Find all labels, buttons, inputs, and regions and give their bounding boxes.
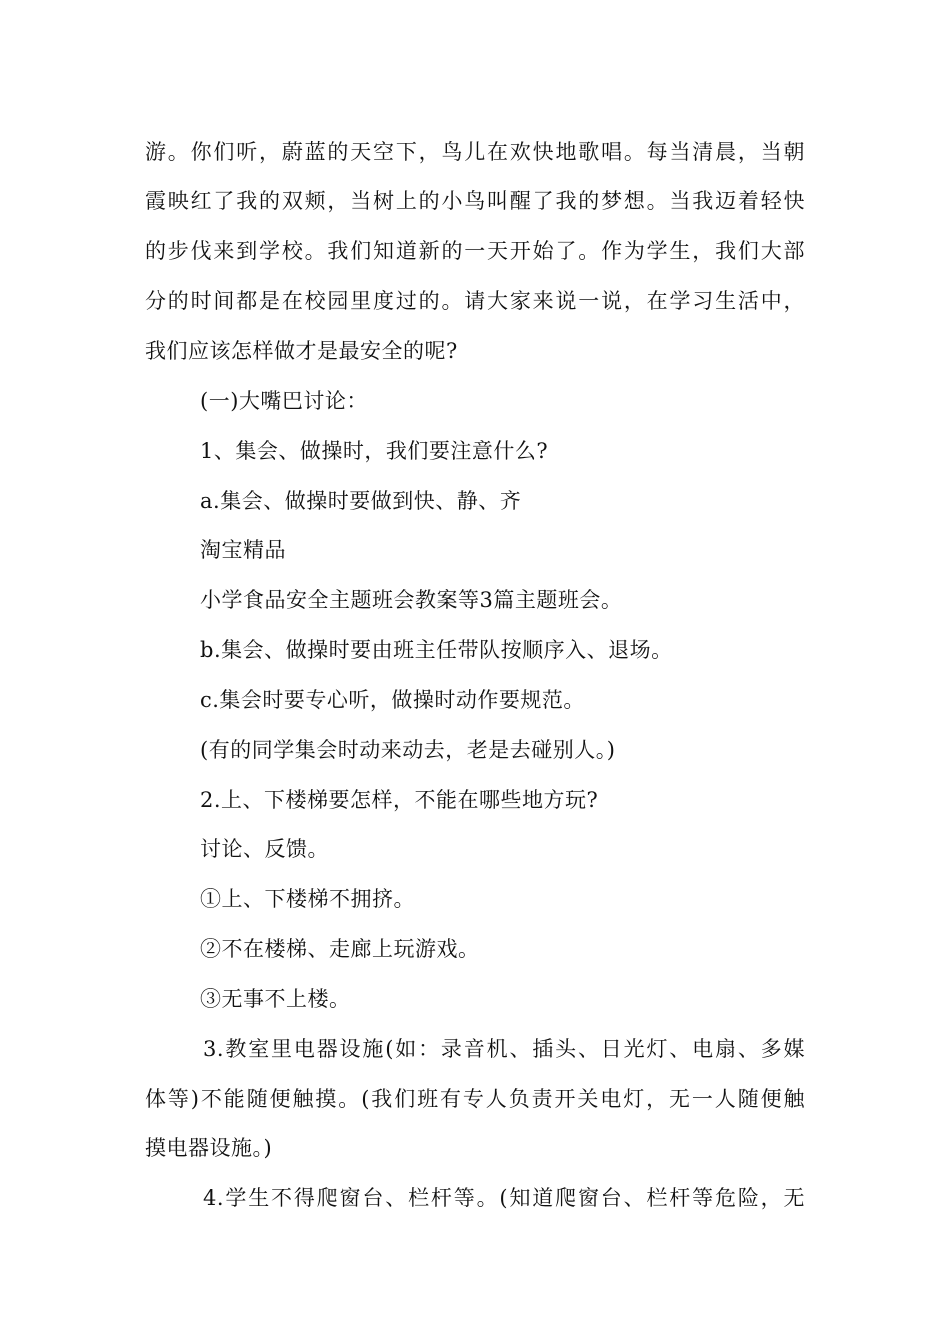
answer-item: ③无事不上楼。 [200, 987, 351, 1011]
answer-item: c.集会时要专心听，做操时动作要规范。 [200, 688, 585, 712]
answer-item: b.集会、做操时要由班主任带队按顺序入、退场。 [200, 638, 673, 662]
watermark-text: 小学食品安全主题班会教案等3篇主题班会。 [200, 588, 623, 612]
section-heading: (一)大嘴巴讨论： [200, 389, 368, 413]
watermark-text: 淘宝精品 [200, 538, 286, 562]
paragraph-line: 摸电器设施。) [145, 1136, 273, 1160]
paragraph-line: 的步伐来到学校。我们知道新的一天开始了。作为学生，我们大部 [145, 239, 805, 263]
paragraph-line: 4.学生不得爬窗台、栏杆等。(知道爬窗台、栏杆等危险，无 [203, 1186, 805, 1210]
paragraph-line: 体等)不能随便触摸。(我们班有专人负责开关电灯，无一人随便触 [145, 1087, 805, 1111]
question-item: 2.上、下楼梯要怎样，不能在哪些地方玩? [200, 788, 599, 812]
answer-item: a.集会、做操时要做到快、静、齐 [200, 489, 522, 513]
paragraph-line: 霞映红了我的双颊，当树上的小鸟叫醒了我的梦想。当我迈着轻快 [145, 189, 805, 213]
paragraph-line: 我们应该怎样做才是最安全的呢? [145, 339, 458, 363]
paragraph-line: 3.教室里电器设施(如：录音机、插头、日光灯、电扇、多媒 [203, 1037, 805, 1061]
paragraph-line: 游。你们听，蔚蓝的天空下，鸟儿在欢快地歌唱。每当清晨，当朝 [145, 140, 805, 164]
answer-item: ①上、下楼梯不拥挤。 [200, 887, 415, 911]
note-line: (有的同学集会时动来动去，老是去碰别人。) [200, 738, 616, 762]
answer-item: ②不在楼梯、走廊上玩游戏。 [200, 937, 480, 961]
note-line: 讨论、反馈。 [200, 837, 329, 861]
question-item: 1、集会、做操时，我们要注意什么? [200, 439, 549, 463]
paragraph-line: 分的时间都是在校园里度过的。请大家来说一说，在学习生活中， [145, 289, 805, 313]
